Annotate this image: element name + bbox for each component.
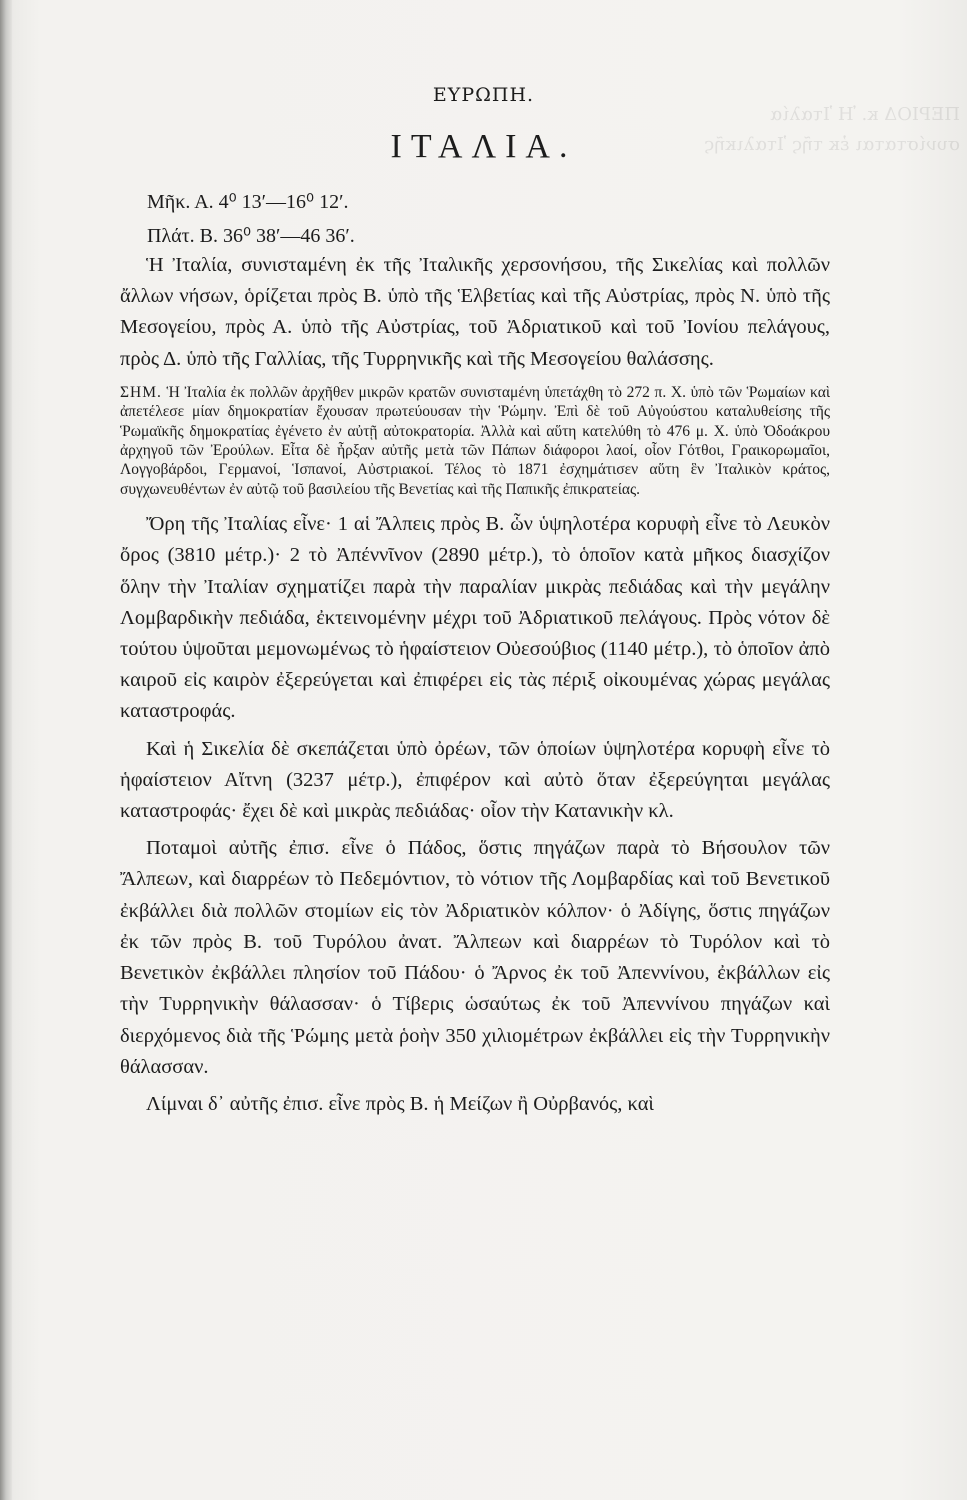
note-text: Ἡ Ἰταλία ἐκ πολλῶν ἀρχῆθεν μικρῶν κρατῶν συνισταμένη ὑπετάχθη τὸ 272 π. Χ. ὑπὸ τῶν Ῥωμαίων καὶ ἀπετέλεσε μίαν δημοκρατίαν ἔχουσαν πρωτεύουσαν τὴν Ῥώμην. Ἐπὶ δὲ τοῦ Αὐγούστου καταλυθείσης τῆς Ῥωμαϊκῆς δημοκρατίας ἐγένετο ἐν αὐτῇ αὐτοκρατορία. Ἀλλὰ καὶ αὕτη κατελύθη τὸ 476 μ. Χ. ὑπὸ Ὀδοάκρου ἀρχηγοῦ τῶν Ἐρούλων. Εἶτα δὲ ἦρξαν αὐτῆς μετὰ τῶν Πάπων διάφοροι λαοί, οἷον Γότθοι, Γραικορωμαῖοι, Λογγοβάρδοι, Γερμανοί, Ἱσπανοί, Αὐστριακοί. Τέλος τὸ 1871 ἐσχημάτισεν αὕτη ἓν Ἰταλικὸν κράτος, συγχωνευθέντων ἐν αὐτῷ τοῦ βασιλείου τῆς Βενετίας καὶ τῆς Παπικῆς ἐπικρατείας. [120,383,830,498]
body-text [120,250,830,1120]
paragraph-mountains: Ὄρη τῆς Ἰταλίας εἶνε· 1 αἱ Ἄλπεις πρὸς Β. ὧν ὑψηλοτέρα κορυφὴ εἶνε τὸ Λευκὸν ὄρος (3810 μέτρ.)· 2 τὸ Ἀπέννῖνον (2890 μέτρ.), τὸ ὁποῖον κατὰ μῆκος διασχίζον ὅλην τὴν Ἰταλίαν σχηματίζει παρὰ τὴν παραλίαν μικρὰς πεδιάδας καὶ τὴν μεγάλην Λομβαρδικὴν πεδιάδα, ἐκτεινομένην μέχρι τοῦ Ἀδριατικοῦ πελάγους. Πρὸς νότον δὲ τούτου ὑψοῦται μεμονωμένως τὸ ἡφαίστειον Οὐεσούβιος (1140 μέτρ.), τὸ ὁποῖον ἀπὸ καιροῦ εἰς καιρὸν ἐξερεύγεται καὶ ἐπιφέρει εἰς τὰς πέριξ οἰκουμένας χώρας μεγάλας καταστροφάς. [120,513,830,723]
book-spine-shadow [0,0,12,1500]
paragraph-borders: Ἡ Ἰταλία, συνισταμένη ἐκ τῆς Ἰταλικῆς χερσονήσου, τῆς Σικελίας καὶ πολλῶν ἄλλων νήσων, ὁρίζεται πρὸς Β. ὑπὸ τῆς Ἑλβετίας καὶ τῆς Αὐστρίας, πρὸς Ν. ὑπὸ τῆς Μεσογείου, πρὸς Α. ὑπὸ τῆς Αὐστρίας, τοῦ Ἀδριατικοῦ καὶ τοῦ Ἰονίου πελάγους, πρὸς Δ. ὑπὸ τῆς Γαλλίας, τῆς Τυρρηνικῆς καὶ τῆς Μεσογείου θαλάσσης. [120,254,830,370]
paragraph-sicily: Καὶ ἡ Σικελία δὲ σκεπάζεται ὑπὸ ὀρέων, τῶν ὁποίων ὑψηλοτέρα κορυφὴ εἶνε τὸ ἡφαίστειον Αἴτνη (3237 μέτρ.), ἐπιφέρον καὶ αὐτὸ ὅταν ἐξερεύγηται μεγάλας καταστροφάς· ἔχει δὲ καὶ μικρὰς πεδιάδας· οἷον τὴν Κατανικὴν κλ. [120,737,830,823]
show-through-text: ΠΕΡΙΟΔ κ. Ἡ Ἰταλία συνίσταται ἐκ τῆς Ἰταλικῆς [704,104,960,155]
coordinates-block [147,185,355,253]
note-label: ΣΗΜ. [120,383,162,401]
latitude-line: Πλάτ. Β. 36⁰ 38′—46 36′. [147,225,355,247]
history-note [120,383,830,499]
paragraph-rivers: Ποταμοὶ αὐτῆς ἐπισ. εἶνε ὁ Πάδος, ὅστις πηγάζων παρὰ τὸ Βήσουλον τῶν Ἄλπεων, καὶ διαρρέων τὸ Πεδεμόντιον, τὸ νότιον τῆς Λομβαρδίας καὶ τοῦ Βενετικοῦ ἐκβάλλει διὰ πολλῶν στομίων εἰς τὸν Ἀδριατικὸν κόλπον· ὁ Ἀδίγης, ὅστις πηγάζων ἐκ τῶν πρὸς Β. τοῦ Τυρόλου ἀνατ. Ἄλπεων καὶ διαρρέων τὸ Τυρόλον καὶ τὸ Βενετικὸν ἐκβάλλει πλησίον τοῦ Πάδου· ὁ Ἄρνος ἐκ τοῦ Ἀπεννίνου, ἐκβάλλων εἰς τὴν Τυρρηνικὴν θάλασσαν· ὁ Τίβερις ὡσαύτως ἐκ τοῦ Ἀπεννίνου πηγάζων καὶ διερχόμενος διὰ τῆς Ῥώμης μετὰ ῥοὴν 350 χιλιομέτρων ἐκβάλλει εἰς τὴν Τυρρηνικὴν θάλασσαν. [120,837,830,1078]
running-head: ΕΥΡΩΠΗ. [432,84,535,106]
paragraph-lakes: Λίμναι δ᾽ αὐτῆς ἐπισ. εἶνε πρὸς Β. ἡ Μείζων ἢ Οὐρβανός, καὶ [146,1092,654,1115]
page-title: ΙΤΑΛΙΑ. [390,128,577,165]
longitude-line: Μῆκ. Α. 4⁰ 13′—16⁰ 12′. [147,191,349,213]
